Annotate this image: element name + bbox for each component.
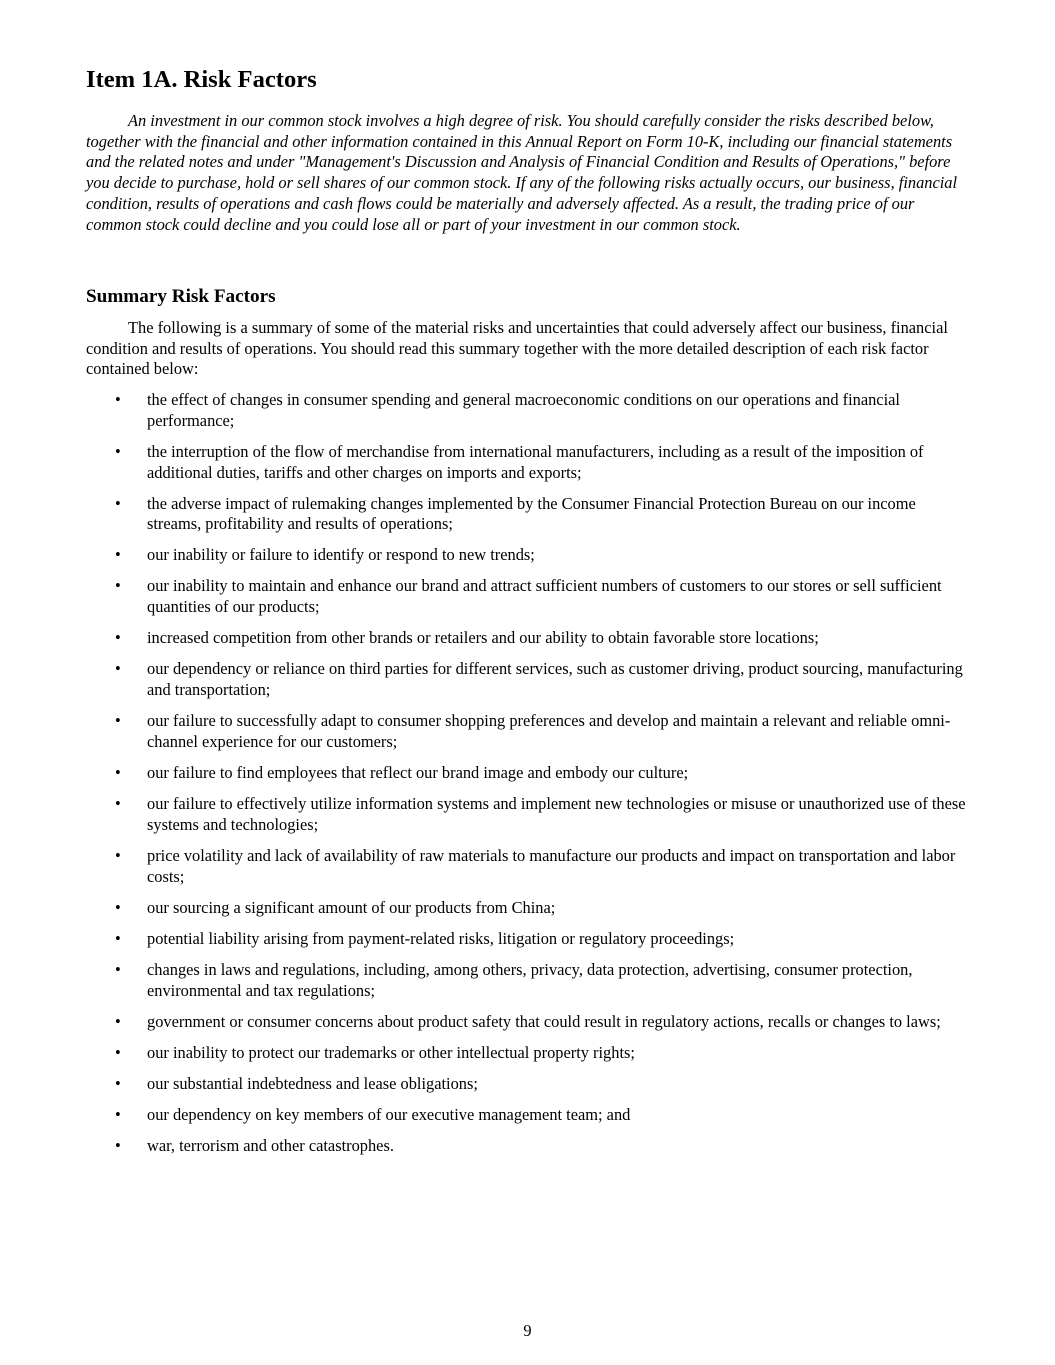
- list-item-text: our failure to successfully adapt to consumer shopping preferences and develop and maintain a relevant and reliable omni-channel experience for our customers;: [147, 711, 951, 751]
- bullet-icon: •: [115, 928, 121, 948]
- bullet-icon: •: [115, 762, 121, 782]
- bullet-icon: •: [115, 545, 121, 565]
- list-item-text: the effect of changes in consumer spending and general macroeconomic conditions on our operations and financial performance;: [147, 390, 900, 430]
- section-heading: Item 1A. Risk Factors: [86, 66, 317, 93]
- list-item-text: our inability to protect our trademarks or other intellectual property rights;: [147, 1042, 635, 1062]
- bullet-icon: •: [115, 845, 121, 865]
- list-item: [86, 390, 972, 431]
- list-item: [86, 1012, 972, 1033]
- list-item-text: price volatility and lack of availability of raw materials to manufacture our products and impact on transportation and labor costs;: [147, 845, 956, 886]
- bullet-icon: •: [115, 959, 121, 979]
- bullet-icon: •: [115, 1073, 121, 1093]
- list-item-text: our failure to find employees that reflect our brand image and embody our culture;: [147, 762, 689, 782]
- bullet-icon: •: [115, 897, 121, 917]
- list-item: [86, 576, 972, 617]
- list-item-text: the adverse impact of rulemaking changes implemented by the Consumer Financial Protection Bureau on our income streams, profitability and results of operations;: [147, 493, 916, 534]
- list-item: [86, 929, 972, 950]
- list-item: [86, 1074, 972, 1095]
- list-item: [86, 442, 972, 483]
- list-item-text: government or consumer concerns about product safety that could result in regulatory actions, recalls or changes to laws;: [147, 1011, 941, 1031]
- page-number: 9: [523, 1321, 532, 1340]
- list-item-text: our failure to effectively utilize information systems and implement new technologies or misuse or unauthorized use of these systems and technologies;: [147, 794, 966, 834]
- list-item: [86, 659, 972, 700]
- summary-paragraph: The following is a summary of some of the material risks and uncertainties that could adversely affect our business, financial condition and results of operations. You should read this summary together with the more detailed description of each risk factor contained below:: [86, 318, 948, 379]
- list-item: [86, 898, 972, 919]
- list-item-text: our dependency or reliance on third parties for different services, such as customer driving, product sourcing, manufacturing and transportation;: [147, 659, 963, 700]
- bullet-icon: •: [115, 711, 121, 731]
- list-item-text: increased competition from other brands or retailers and our ability to obtain favorable store locations;: [147, 628, 819, 648]
- bullet-icon: •: [115, 390, 121, 409]
- list-item-text: our dependency on key members of our executive management team; and: [147, 1104, 631, 1124]
- list-item-text: war, terrorism and other catastrophes.: [147, 1136, 394, 1156]
- list-item: [86, 763, 972, 784]
- bullet-icon: •: [115, 1011, 121, 1031]
- list-item-text: changes in laws and regulations, including, among others, privacy, data protection, advertising, consumer protection, environmental and tax regulations;: [147, 959, 913, 1000]
- bullet-icon: •: [115, 493, 121, 513]
- list-item: [86, 960, 972, 1001]
- list-item: [86, 711, 972, 752]
- bullet-icon: •: [115, 1136, 121, 1156]
- intro-paragraph: An investment in our common stock involves a high degree of risk. You should carefully consider the risks described below, together with the financial and other information contained in this Annual Report on Form 10-K, including our financial statements and the related notes and under "Management's Discussion and Analysis of Financial Condition and Results of Operations," before you decide to purchase, hold or sell shares of our common stock. If any of the following risks actually occurs, our business, financial condition, results of operations and cash flows could be materially and adversely affected. As a result, the trading price of our common stock could decline and you could lose all or part of your investment in our common stock.: [86, 111, 958, 234]
- bullet-icon: •: [115, 659, 121, 679]
- list-item: [86, 494, 972, 535]
- list-item-text: our substantial indebtedness and lease obligations;: [147, 1073, 478, 1093]
- list-item-text: our inability to maintain and enhance our brand and attract sufficient numbers of customers to our stores or sell sufficient quantities of our products;: [147, 576, 942, 617]
- bullet-icon: •: [115, 628, 121, 648]
- list-item-text: our sourcing a significant amount of our products from China;: [147, 897, 556, 917]
- bullet-icon: •: [115, 1104, 121, 1124]
- list-item: [86, 628, 972, 649]
- list-item: [86, 545, 972, 566]
- list-item-text: the interruption of the flow of merchandise from international manufacturers, including as a result of the imposition of additional duties, tariffs and other charges on imports and exports;: [147, 441, 924, 482]
- risk-factor-list: [86, 390, 972, 1167]
- list-item-text: potential liability arising from payment-related risks, litigation or regulatory proceedings;: [147, 928, 735, 948]
- list-item: [86, 846, 972, 887]
- list-item: [86, 794, 972, 835]
- bullet-icon: •: [115, 794, 121, 814]
- bullet-icon: •: [115, 441, 121, 461]
- list-item-text: our inability or failure to identify or respond to new trends;: [147, 545, 535, 565]
- list-item: [86, 1136, 972, 1157]
- list-item: [86, 1105, 972, 1126]
- list-item: [86, 1043, 972, 1064]
- bullet-icon: •: [115, 1042, 121, 1062]
- bullet-icon: •: [115, 576, 121, 596]
- summary-heading: Summary Risk Factors: [86, 286, 276, 307]
